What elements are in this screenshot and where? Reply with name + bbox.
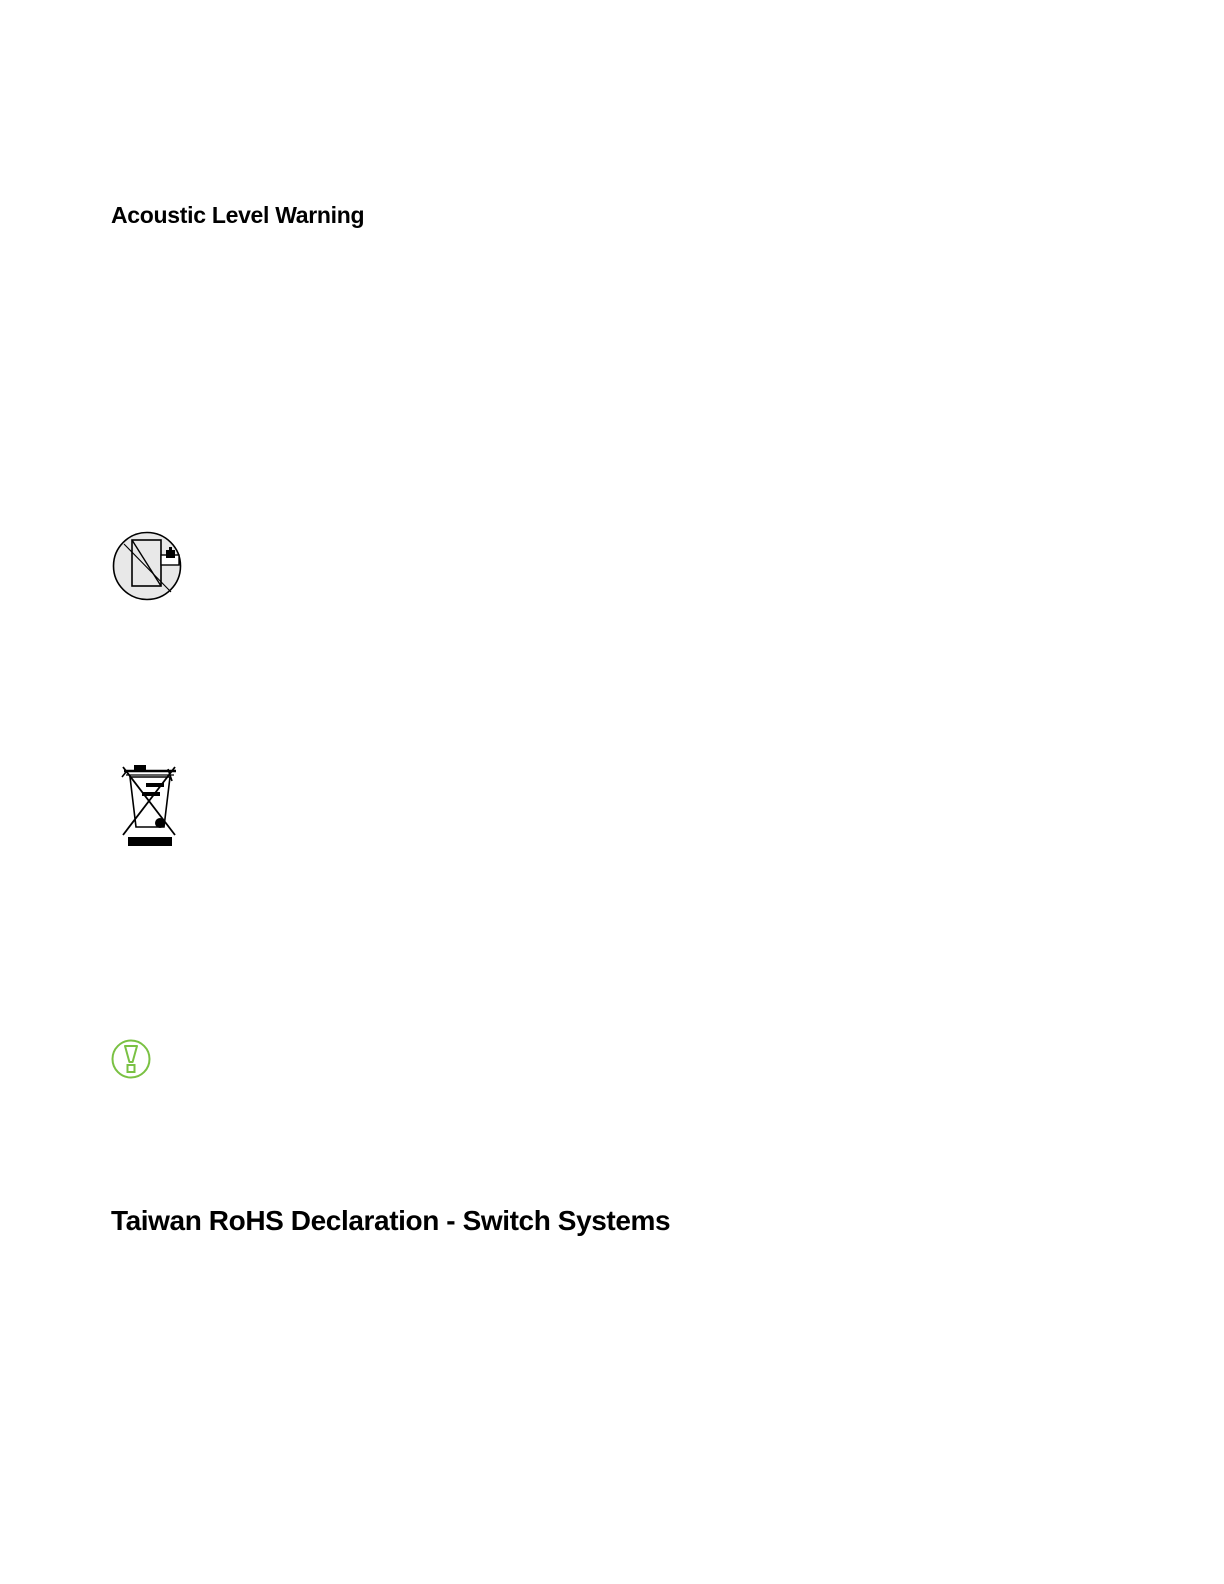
no-landfill-disposal-icon: [111, 530, 183, 602]
crossed-out-wheeled-bin-icon: [118, 763, 180, 849]
taiwan-rohs-declaration-heading: Taiwan RoHS Declaration - Switch Systems: [111, 1205, 671, 1236]
acoustic-level-warning-heading: Acoustic Level Warning: [111, 202, 365, 228]
exclamation-notice-icon: [110, 1038, 152, 1080]
